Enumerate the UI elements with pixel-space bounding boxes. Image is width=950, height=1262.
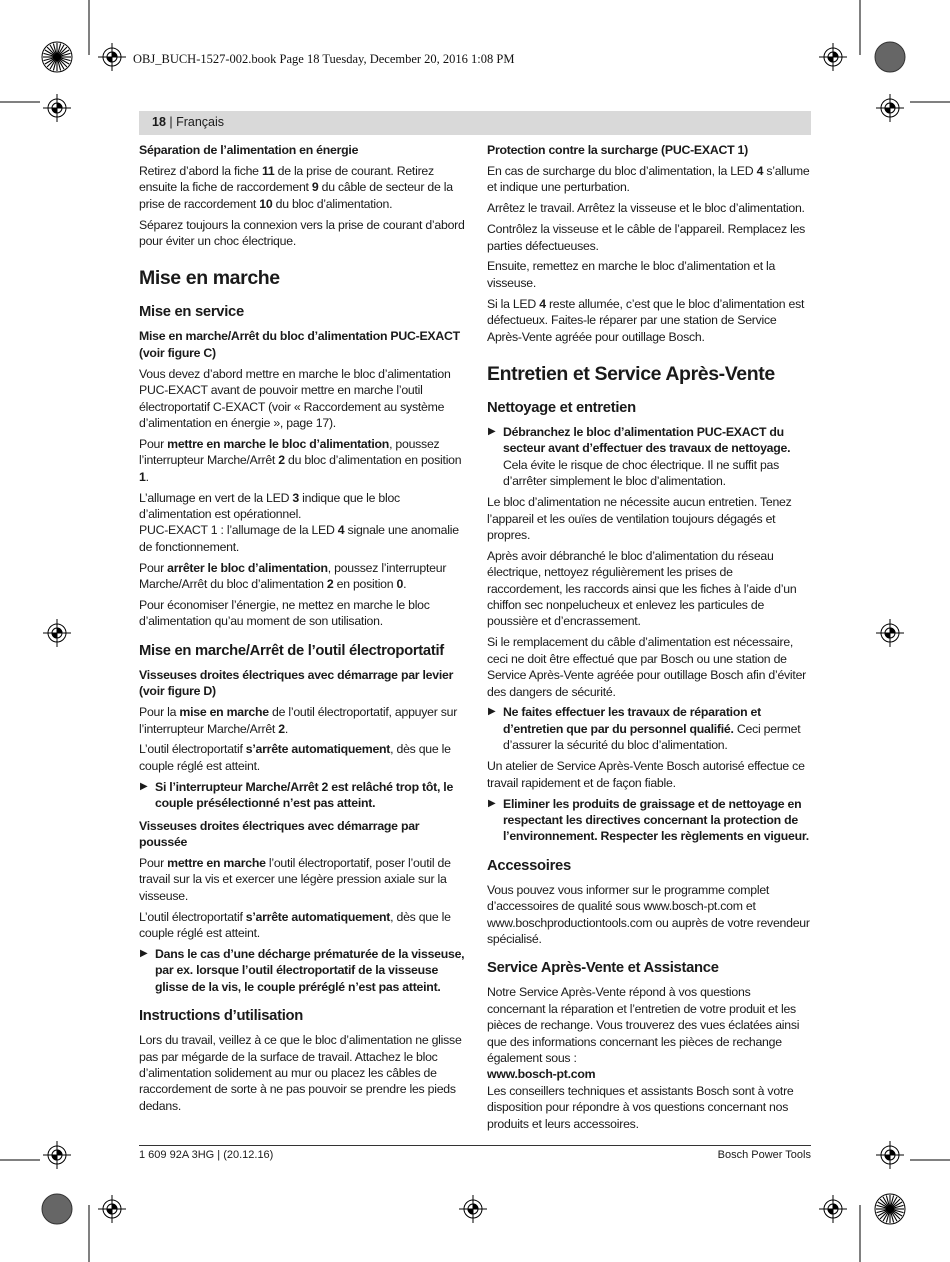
bullet-triangle-icon: ▶	[488, 425, 496, 437]
section-heading: Accessoires	[487, 857, 571, 874]
bullet-triangle-icon: ▶	[488, 706, 496, 718]
text-run: En cas de surcharge du bloc d’alimentation, la LED	[487, 163, 757, 178]
paragraph	[139, 522, 465, 555]
text-run: signale une anomalie de fonctionnement.	[139, 523, 459, 554]
section-heading: Instructions d’utilisation	[139, 1008, 304, 1025]
bold-run: 2	[326, 577, 334, 592]
text-run: l’outil électroportatif, poser l’outil de travail sur la vis et exercer une légère pression axiale sur la visseuse.	[139, 855, 451, 903]
right-column	[487, 142, 811, 1137]
chapter-heading: Entretien et Service Après-Vente	[487, 362, 775, 385]
paragraph	[139, 855, 465, 904]
text-run: s’allume et indique une perturbation.	[487, 163, 810, 195]
text-run: L’outil électroportatif	[139, 742, 246, 757]
paragraph: Arrêtez le travail. Arrêtez la visseuse et le bloc d’alimentation.	[487, 201, 805, 216]
text-run: du bloc d’alimentation.	[272, 196, 393, 211]
section-heading: Nettoyage et entretien	[487, 399, 636, 416]
bullet-item: ▶ Dans le cas d’une décharge prématurée de la visseuse, par ex. lorsque l’outil électroportatif de la visseuse glisse de la vis, le couple préréglé n’est pas atteint.	[140, 946, 465, 994]
bold-run: mettre en marche	[167, 855, 266, 870]
section-title: Séparation de l’alimentation en énergie	[139, 143, 359, 157]
paragraph	[139, 436, 465, 485]
left-column	[139, 142, 465, 1119]
bullet-item: ▶ Si l’interrupteur Marche/Arrêt 2 est relâché trop tôt, le couple présélectionné n’est pas atteint.	[140, 779, 454, 811]
page-header	[152, 115, 224, 129]
text-run: Si la LED	[487, 296, 540, 311]
bullet-triangle-icon: ▶	[488, 797, 496, 809]
bullet-triangle-icon: ▶	[140, 780, 148, 792]
text-run: .	[284, 721, 289, 736]
bold-run: 4	[756, 163, 764, 178]
text-run: du câble de secteur de la prise de raccordement	[139, 180, 453, 211]
subsection-title: Visseuses droites électriques avec démarrage par levier (voir figure D)	[139, 667, 454, 699]
text-run: de l’outil électroportatif, appuyer sur l’interrupteur Marche/Arrêt	[139, 705, 458, 736]
text-run: Pour la	[139, 705, 180, 720]
chapter-heading: Mise en marche	[139, 267, 280, 290]
bold-run: arrêter le bloc d’alimentation	[167, 560, 328, 575]
subsection-title: Visseuses droites électriques avec démarrage par poussée	[139, 818, 420, 849]
bullet-item: ▶ Eliminer les produits de graissage et de nettoyage en respectant les directives concernant la protection de l’environnement. Respecter les règlements en vigueur.	[488, 796, 809, 844]
paragraph: Pour économiser l’énergie, ne mettez en marche le bloc d’alimentation qu’au moment de son utilisation.	[139, 598, 430, 629]
text-run: .	[145, 469, 149, 484]
website-link[interactable]: www.bosch-pt.com	[487, 1067, 596, 1082]
bold-run: 2	[278, 453, 285, 468]
bold-run: 11	[261, 163, 275, 178]
text-run: .	[403, 577, 407, 592]
bullet-triangle-icon: ▶	[140, 947, 148, 959]
footer-document-code: 1 609 92A 3HG | (20.12.16)	[139, 1149, 274, 1161]
paragraph	[139, 741, 465, 774]
text-run: Pour	[139, 436, 168, 451]
paragraph: Un atelier de Service Après-Vente Bosch autorisé effectue ce travail rapidement et de façon fiable.	[487, 759, 805, 790]
bold-run: 1	[139, 469, 146, 484]
bold-run: 2	[278, 721, 285, 736]
footer-brand: Bosch Power Tools	[717, 1149, 811, 1161]
bold-run: 0	[396, 577, 404, 592]
paragraph: Si le remplacement du câble d’alimentation est nécessaire, ceci ne doit être effectué que par Bosch ou une station de Service Après-Vente agréée pour outillage Bosch afin d’éviter des dangers de sécurité.	[487, 635, 807, 699]
bold-run: s’arrête automatiquement	[245, 909, 391, 924]
text-run: Pour	[139, 855, 168, 870]
paragraph: Le bloc d’alimentation ne nécessite aucun entretien. Tenez l’appareil et les ouïes de ventilation toujours dégagés et propres.	[487, 495, 792, 542]
section-heading: Mise en service	[139, 304, 244, 321]
bold-run: mettre en marche le bloc d’alimentation	[167, 436, 390, 451]
text-run: L’outil électroportatif	[139, 909, 246, 924]
text-run: , poussez l’interrupteur Marche/Arrêt	[139, 436, 440, 468]
text-run: en position	[333, 577, 397, 592]
section-heading: Service Après-Vente et Assistance	[487, 960, 719, 977]
subsection-title: Mise en marche/Arrêt du bloc d’alimentation PUC-EXACT (voir figure C)	[139, 329, 460, 360]
text-run: PUC-EXACT 1 : l’allumage de la LED	[139, 523, 338, 538]
text-run: de la prise de courant. Retirez ensuite la fiche de raccordement	[139, 163, 434, 195]
bold-run: 10	[259, 196, 273, 211]
section-title: Protection contre la surcharge (PUC-EXACT 1)	[487, 143, 748, 157]
text-run: du bloc d’alimentation en position	[284, 453, 462, 468]
text-run: Retirez d’abord la fiche	[139, 163, 262, 178]
paragraph: Séparez toujours la connexion vers la prise de courant d’abord pour éviter un choc électrique.	[139, 217, 465, 249]
paragraph	[139, 560, 465, 593]
text-run: reste allumée, c’est que le bloc d’alimentation est défectueux. Faites-le réparer par une station de Service Après-Vente agréée pour outillage Bosch.	[487, 296, 805, 344]
bold-run: mise en marche	[179, 705, 269, 720]
paragraph: Vous pouvez vous informer sur le programme complet d’accessoires de qualité sous www.bosch-pt.com et www.boschproductiontools.com ou auprès de votre revendeur spécialisé.	[487, 882, 810, 946]
text-run: , dès que le couple réglé est atteint.	[139, 742, 451, 773]
header-language: Français	[176, 115, 225, 129]
paragraph	[487, 296, 811, 345]
header-separator: |	[165, 115, 177, 129]
paragraph	[139, 909, 465, 942]
paragraph: Après avoir débranché le bloc d’alimentation du réseau électrique, nettoyez régulièrement les prises de raccordement, les raccords ainsi que les fiches à l’aide d’un chiffon sec nonpelucheux et enlevez les particules de poussière et d’encrassement.	[487, 548, 797, 629]
paragraph: Vous devez d’abord mettre en marche le bloc d’alimentation PUC-EXACT avant de pouvoir mettre en marche l’outil électroportatif C-EXACT (voir « Raccordement au système d’alimentation en énergie », page 17).	[139, 366, 451, 430]
book-info-line: OBJ_BUCH-1527-002.book Page 18 Tuesday, December 20, 2016 1:08 PM	[133, 52, 515, 66]
paragraph	[139, 704, 465, 737]
bold-run: 9	[311, 180, 319, 195]
paragraph: Lors du travail, veillez à ce que le bloc d’alimentation ne glisse pas par mégarde de la surface de travail. Attachez le bloc d’alimentation solidement au mur ou placez les câbles de raccordement de sorte à ne pas pouvoir se prendre les pieds dedans.	[139, 1033, 462, 1113]
text-run: , poussez l’interrupteur Marche/Arrêt du bloc d’alimentation	[139, 560, 447, 592]
bullet-item: ▶ Ne faites effectuer les travaux de réparation et d’entretien que par du personnel qualifié. Ceci permet d’assurer la sécurité du bloc d’alimentation.	[488, 705, 801, 753]
paragraph: Les conseillers techniques et assistants Bosch sont à votre disposition pour répondre à vos questions concernant nos produits et leurs accessoires.	[487, 1083, 794, 1131]
bold-run: 3	[292, 490, 299, 505]
paragraph	[139, 163, 465, 212]
page-header-band	[139, 111, 811, 135]
paragraph	[487, 163, 811, 196]
paragraph: Ensuite, remettez en marche le bloc d’alimentation et la visseuse.	[487, 259, 776, 290]
bold-run: s’arrête automatiquement	[245, 742, 391, 757]
section-heading: Mise en marche/Arrêt de l’outil électroportatif	[139, 642, 444, 659]
bold-run: 4	[337, 523, 345, 538]
paragraph: Notre Service Après-Vente répond à vos questions concernant la réparation et l’entretien de votre produit et les pièces de rechange. Vous trouverez des vues éclatées ainsi que des informations concernant les pièces de rechange également sous :	[487, 985, 800, 1065]
footer-rule	[139, 1145, 811, 1146]
bullet-item: ▶ Débranchez le bloc d’alimentation PUC-EXACT du secteur avant d’effectuer des travaux de nettoyage. Cela évite le risque de choc électrique. Il ne suffit pas d’arrêter simplement le bloc d’alimentation.	[488, 424, 791, 489]
paragraph	[139, 490, 465, 523]
text-run: , dès que le couple réglé est atteint.	[139, 909, 451, 941]
page-number: 18	[152, 115, 166, 129]
text-run: Pour	[139, 560, 168, 575]
text-run: indique que le bloc d’alimentation est opérationnel.	[139, 490, 400, 521]
text-run: L’allumage en vert de la LED	[139, 490, 293, 505]
bold-run: 4	[539, 296, 546, 311]
paragraph: Contrôlez la visseuse et le câble de l’appareil. Remplacez les parties défectueuses.	[487, 222, 806, 253]
